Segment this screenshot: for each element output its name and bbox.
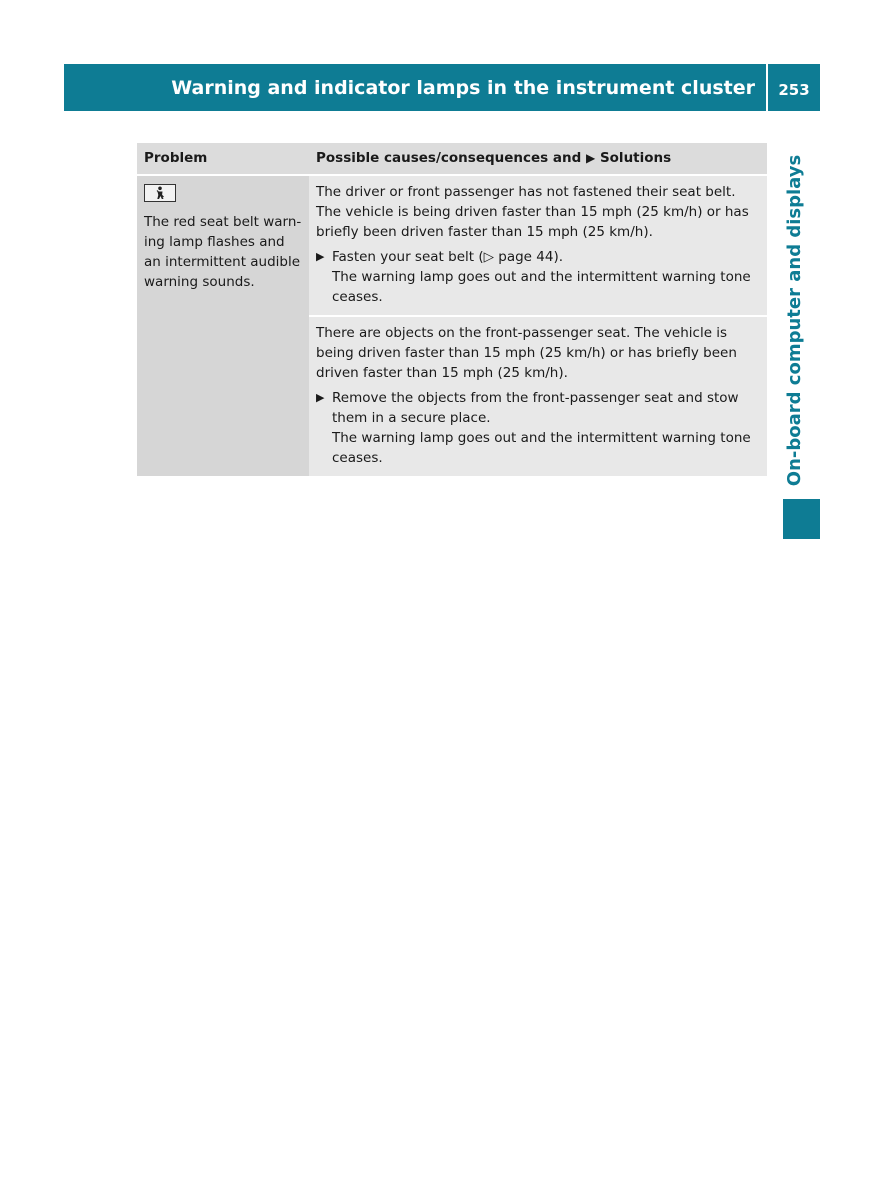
table-header-row (137, 143, 767, 175)
solutions-header-suffix: Solutions (599, 150, 672, 166)
problem-description: The red seat belt warn-ing lamp flashes and an intermittent audible warning sounds. (144, 214, 302, 290)
result-text: The warning lamp goes out and the intermittent warning tone ceases. (332, 269, 751, 305)
problem-cell (137, 175, 309, 476)
step-arrow-icon: ▶ (316, 391, 325, 404)
page-number-box (768, 64, 820, 111)
section-marker (783, 499, 820, 539)
step-arrow-icon: ▶ (316, 250, 325, 263)
step-text: Fasten your seat belt (▷ page 44). (332, 249, 564, 265)
page-number: 253 (778, 80, 810, 99)
cause-text: There are objects on the front-passenger seat. The vehicle is being driven faster than 15 mph (25 km/h) or has briefly been driven faster than 15 mph (25 km/h). (316, 325, 737, 381)
solution-cell (309, 175, 767, 316)
column-header-problem: Problem (137, 143, 309, 175)
result-text: The warning lamp goes out and the intermittent warning tone ceases. (332, 430, 751, 466)
column-header-solutions (309, 143, 767, 175)
section-tab-label: On-board computer and displays (784, 154, 806, 486)
table-row (137, 175, 767, 316)
page-header (64, 64, 766, 111)
solution-step (316, 247, 760, 307)
seat-belt-icon (144, 184, 176, 202)
solution-cell (309, 316, 767, 476)
cause-text: The driver or front passenger has not fastened their seat belt. The vehicle is being driven faster than 15 mph (25 km/h) or has briefly been driven faster than 15 mph (25 km/h). (316, 184, 749, 240)
step-text: Remove the objects from the front-passenger seat and stow them in a secure place. (332, 390, 739, 426)
solution-step (316, 388, 760, 468)
section-tab (780, 150, 810, 490)
troubleshooting-table (137, 143, 767, 476)
page-title: Warning and indicator lamps in the instrument cluster (171, 76, 755, 99)
arrow-right-icon: ▶ (586, 151, 596, 165)
solutions-header-prefix: Possible causes/consequences and (316, 150, 582, 166)
